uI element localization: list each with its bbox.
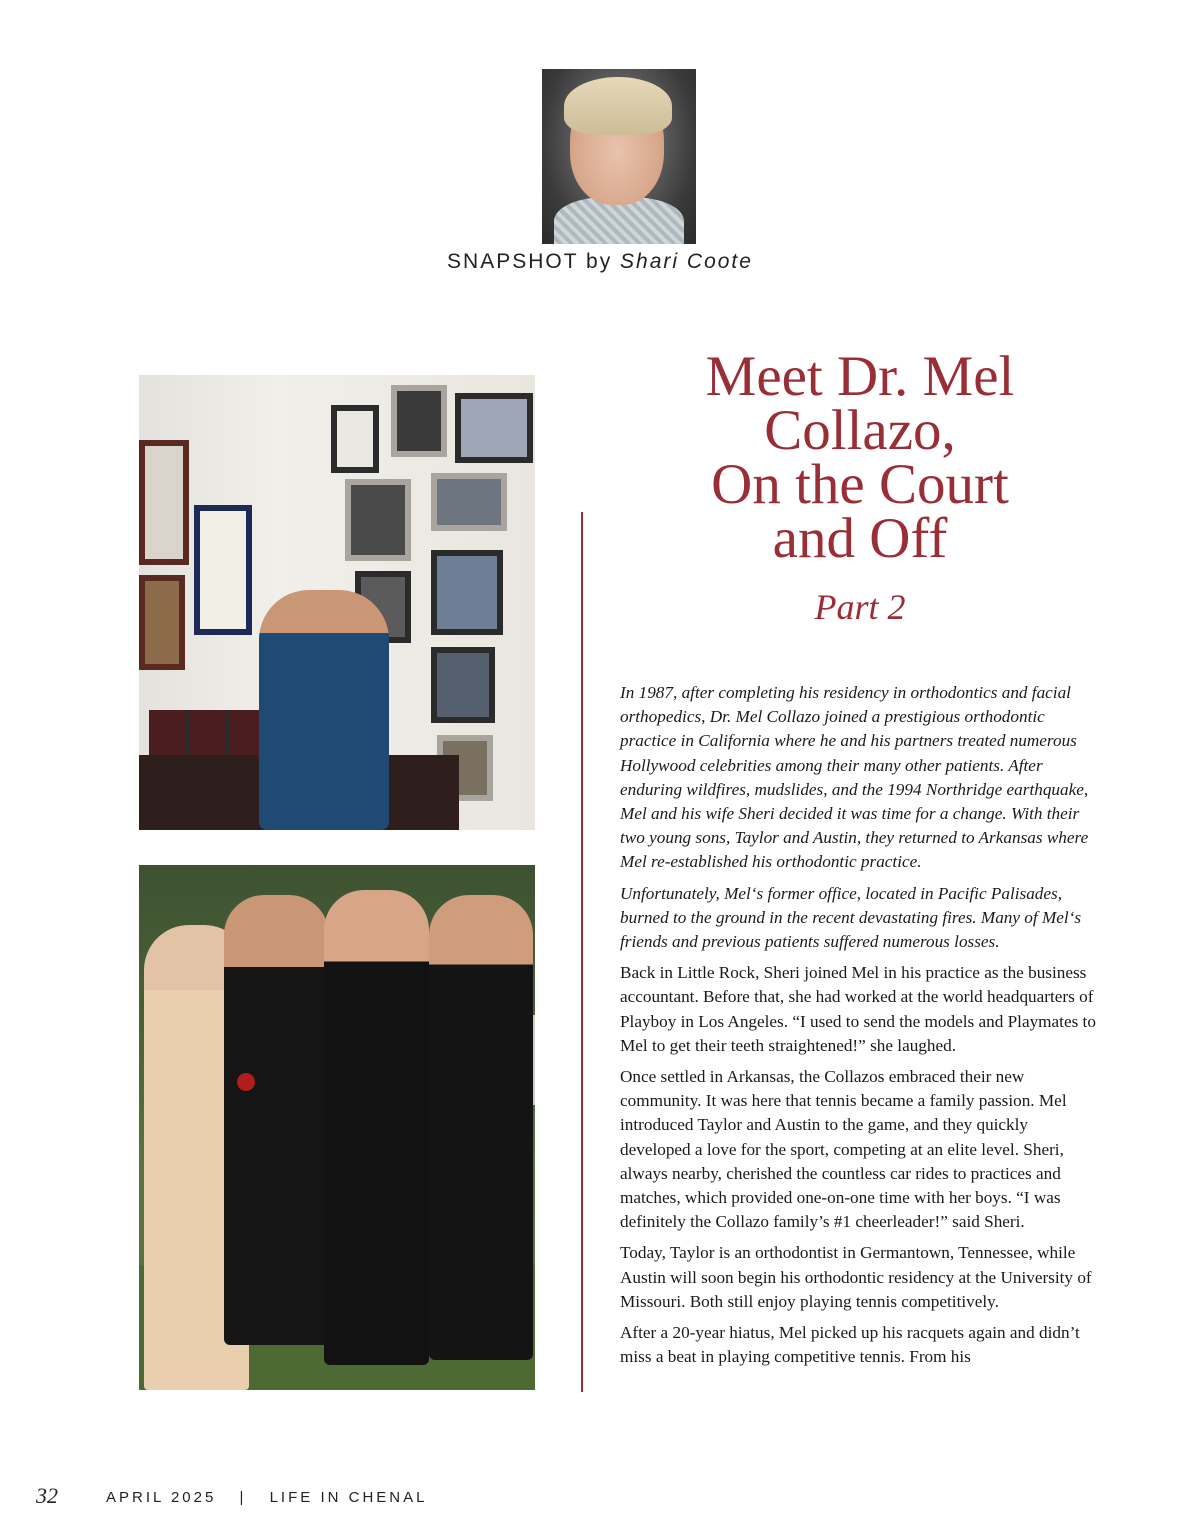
red-rose <box>237 1073 255 1091</box>
office-photo <box>139 375 535 830</box>
footer-separator: | <box>239 1489 247 1506</box>
wall-plaque <box>139 440 189 565</box>
page-number: 32 <box>36 1483 58 1508</box>
wall-frame <box>345 479 411 561</box>
wall-frame <box>391 385 447 457</box>
footer-issue: APRIL 2025 <box>106 1489 217 1506</box>
title-line: Meet Dr. Mel <box>705 345 1015 408</box>
byline <box>0 250 1200 274</box>
body-paragraph: Today, Taylor is an orthodontist in Germantown, Tennessee, while Austin will soon begin his orthodontic residency at the University of Missouri. Both still enjoy playing tennis competitively. <box>620 1243 1092 1311</box>
article-subtitle: Part 2 <box>814 587 906 627</box>
article-body <box>620 681 1098 1376</box>
framed-certificate <box>194 505 252 635</box>
wall-frame <box>331 405 379 473</box>
body-paragraph: Once settled in Arkansas, the Collazos embraced their new community. It was here that tennis became a family passion. Mel introduced Taylor and Austin to the game, and they quickly developed a love for the sport, competing at an elite level. Sheri, always nearby, cherished the countless car rides to practices and matches, which provided one-on-one time with her boys. “I was definitely the Collazo family’s #1 cheerleader!” said Sheri. <box>620 1067 1067 1232</box>
footer-publication: LIFE IN CHENAL <box>269 1489 428 1506</box>
author-hair <box>564 77 672 135</box>
man-in-tuxedo <box>324 890 429 1365</box>
wall-frame <box>455 393 533 463</box>
article-title <box>610 345 1110 570</box>
body-paragraph: Unfortunately, Mel‘s former office, located in Pacific Palisades, burned to the ground in the recent devastating fires. Many of Mel‘s friends and previous patients suffered numerous losses. <box>620 883 1082 952</box>
title-line: and Off <box>772 507 948 570</box>
wall-frame <box>431 473 507 531</box>
wall-frame <box>431 647 495 723</box>
family-photo <box>139 865 535 1390</box>
man-in-suit-1 <box>224 895 329 1345</box>
author-photo <box>542 69 696 244</box>
wall-medallion <box>139 575 185 670</box>
body-paragraph: After a 20-year hiatus, Mel picked up his racquets again and didn’t miss a beat in playing competitive tennis. From his <box>620 1323 1080 1367</box>
byline-label: SNAPSHOT by <box>447 250 613 273</box>
wall-frame <box>431 550 503 635</box>
title-line: Collazo, <box>764 399 956 462</box>
byline-author: Shari Coote <box>620 250 753 273</box>
man-in-suit-2 <box>429 895 533 1360</box>
man-in-scrubs <box>259 590 389 830</box>
vertical-divider <box>581 512 583 1392</box>
body-paragraph: Back in Little Rock, Sheri joined Mel in his practice as the business accountant. Before that, she had worked at the world headquarters of Playboy in Los Angeles. “I used to send the models and Playmates to Mel to get their teeth straightened!” she laughed. <box>620 963 1096 1055</box>
footer-issue-line <box>106 1489 427 1506</box>
body-paragraph: In 1987, after completing his residency in orthodontics and facial orthopedics, Dr. Mel Collazo joined a prestigious orthodontic practice in California where he and his partners treated numerous Hollywood celebrities among their many other patients. After enduring wildfires, mudslides, and the 1994 Northridge earthquake, Mel and his wife Sheri decided it was time for a change. With their two young sons, Taylor and Austin, they returned to Arkansas where Mel re-established his orthodontic practice. <box>620 683 1089 872</box>
title-line: On the Court <box>711 453 1009 516</box>
